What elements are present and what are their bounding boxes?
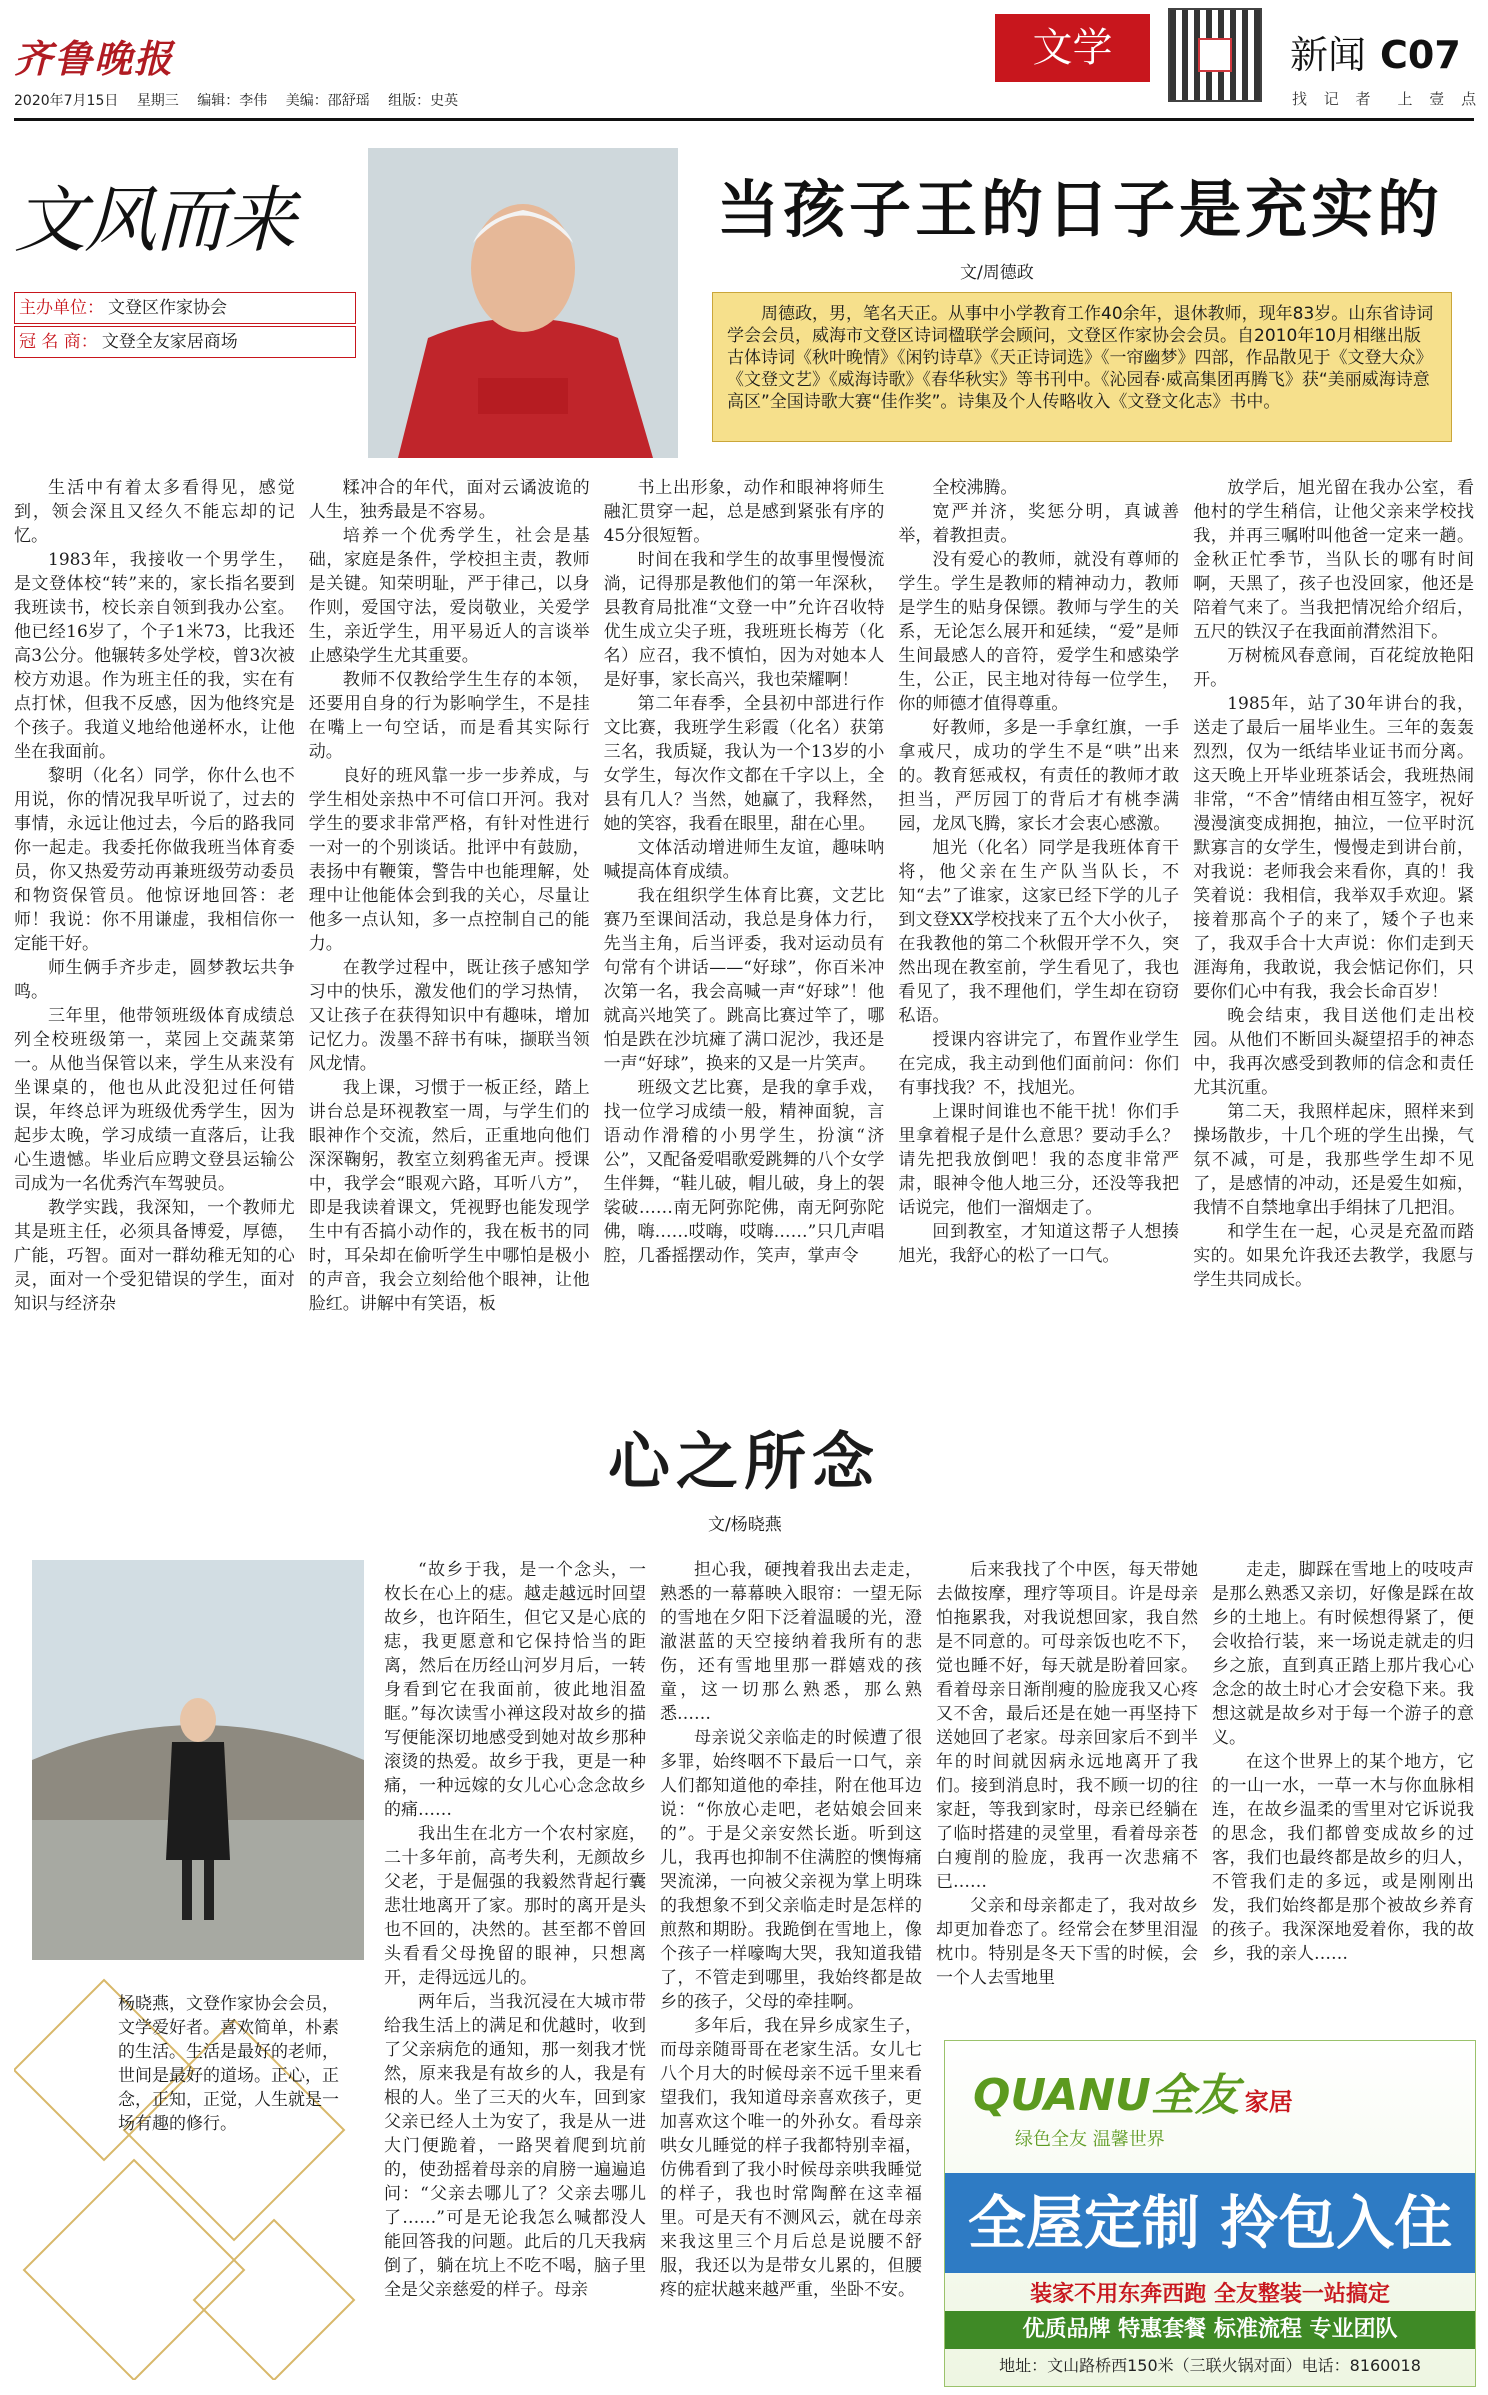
paragraph: 班级文艺比赛，是我的拿手戏，找一位学习成绩一般，精神面貌，言语动作滑稽的小男学生，扮演“济公”，又配备爱唱歌爱跳舞的八个女学生伴舞，“鞋儿破，帽儿破，身上的袈裟破……南无阿弥陀佛，南无阿弥陀佛，嗨……哎嗨，哎嗨……”只几声唱腔，几番摇摆动作，笑声，掌声令 [603, 1078, 885, 1266]
article2-title: 心之所念 [607, 1425, 880, 1498]
title-value: 文登全友家居商场 [101, 332, 238, 352]
section-badge: 文学 [995, 14, 1150, 82]
article2-column [936, 1558, 1198, 2028]
paragraph: 父亲和母亲都走了，我对故乡却更加眷恋了。经常会在梦里泪湿枕巾。特别是冬天下雪的时候，会一个人去雪地里 [936, 1896, 1198, 1988]
author2-caption: 杨晓燕，文登作家协会会员，文学爱好者。喜欢简单，朴素的生活。生活是最好的老师，世间是最好的道场。正心，正念，正知，正觉，人生就是一场有趣的修行。 [118, 1994, 339, 2134]
paragraph: 教师不仅教给学生生存的本领，还要用自身的行为影响学生，不是挂在嘴上一句空话，而是看其实际行动。 [308, 670, 590, 762]
ad-brand-sub: 家居 [1244, 2088, 1293, 2116]
paragraph: 我上课，习惯于一板正经，踏上讲台总是环视教室一周，与学生们的眼神作个交流，然后，正重地向他们深深鞠躬，教室立刻鸦雀无声。授课中，我学会“眼观六路，耳听八方”，即是我读着课文，凭视野也能发现学生中有否搞小动作的，我在板书的同时，耳朵却在偷听学生中哪怕是极小的声音，我会立刻给他个眼神，让他脸红。讲解中有笑语，板 [308, 1078, 590, 1314]
article2-column [1212, 1558, 1474, 2028]
ad-line-1: 装家不用东奔西跑 全友整装一站搞定 [1030, 2282, 1390, 2307]
paragraph: 全校沸腾。 [932, 478, 1018, 498]
paragraph: 两年后，当我沉浸在大城市带给我生活上的满足和优越时，收到了父亲病危的通知，那一刻我才恍然，原来我是有故乡的人，我是有根的人。坐了三天的火车，回到家父亲已经人土为安了，我是从一进大门便跪着，一路哭着爬到坑前的，使劲摇着母亲的肩膀一遍遍追问：“父亲去哪儿了？父亲去哪儿了……”可是无论我怎么喊都没人能回答我的问题。此后的几天我病倒了，躺在坑上不吃不喝，脑子里全是父亲慈爱的样子。母亲 [384, 1992, 646, 2300]
paragraph: 教学实践，我深知，一个教师尤其是班主任，必须具备博爱，厚德，广能，巧智。面对一群幼稚无知的心灵，面对一个受犯错误的学生，面对知识与经济杂 [14, 1198, 295, 1314]
article-column [1193, 476, 1474, 1376]
article-column [14, 476, 295, 1376]
paragraph: 没有爱心的教师，就没有尊师的学生。学生是教师的精神动力，教师是学生的贴身保镖。教师与学生的关系，无论怎么展开和延续，“爱”是师生间最感人的音符，爱学生和感染学生，公正，民主地对待每一位学生，你的师德才值得尊重。 [898, 550, 1180, 714]
paragraph: 时间在我和学生的故事里慢慢流淌，记得那是教他们的第一年深秋，县教育局批准“文登一中”允许召收特优生成立尖子班，我班班长梅芳（化名）应召，我不慎怕，因为对她本人是好事，家长高兴，我也荣耀啊！ [603, 550, 885, 690]
article2-column [660, 1558, 922, 2388]
sponsor-title [14, 326, 356, 358]
header-rule [14, 118, 1474, 121]
host-value: 文登区作家协会 [108, 298, 227, 318]
author-photo-yang [32, 1560, 364, 1960]
paragraph: 三年里，他带领班级体育成绩总列全校班级第一，菜园上交蔬菜第一。从他当保管以来，学生从来没有坐课桌的，他也从此没犯过任何错误，年终总评为班级优秀学生，因为起步太晚，学习成绩一直落后，让我心生遗憾。毕业后应聘文登县运输公司成为一名优秀汽车驾驶员。 [14, 1006, 295, 1194]
title-key: 冠 名 商： [19, 332, 98, 352]
paragraph: 我出生在北方一个农村家庭，二十多年前，高考失利，无颜故乡父老，于是倔强的我毅然背起行囊悲壮地离开了家。那时的离开是头也不回的，决然的。甚至都不曾回头看看父母挽留的眼神，只想离开，走得远远儿的。 [384, 1824, 646, 1988]
paragraph: 后来我找了个中医，每天带她去做按摩，理疗等项目。许是母亲怕拖累我，对我说想回家，我自然是不同意的。可母亲饭也吃不下，觉也睡不好，每天就是盼着回家。看着母亲日渐削瘦的脸庞我又心疼又不舍，最后还是在她一再坚持下送她回了老家。母亲回家后不到半年的时间就因病永远地离开了我们。接到消息时，我不顾一切的往家赶，等我到家时，母亲已经躺在了临时搭建的灵堂里，看着母亲苍白瘦削的脸庞，我再一次悲痛不已…… [936, 1560, 1198, 1892]
paragraph: 回到教室，才知道这帮子人想揍旭光，我舒心的松了一口气。 [898, 1222, 1180, 1266]
paragraph: 师生俩手齐步走，圆梦教坛共争鸣。 [14, 958, 295, 1002]
paragraph: 和学生在一起，心灵是充盈而踏实的。如果允许我还去教学，我愿与学生共同成长。 [1193, 1222, 1474, 1290]
article-column [604, 476, 885, 1376]
author-photo-zhou [368, 148, 678, 458]
paragraph: 1983年，我接收一个男学生，是文登体校“转”来的，家长指名要到我班读书，校长亲自领到我办公室。他已经16岁了，个子1米73，比我还高3公分。他辗转多处学校，曾3次被校方劝退。作为班主任的我，实在有点打怵，但我不反感，因为他终究是个孩子。我道义地给他递杯水，让他坐在我面前。 [14, 550, 295, 762]
weekday: 星期三 [136, 93, 179, 109]
paragraph: 第二年春季，全县初中部进行作文比赛，我班学生彩霞（化名）获第三名，我质疑，我认为一个13岁的小女学生，每次作文都在千字以上，全县有几人？当然，她赢了，我释然，她的笑容，我看在眼里，甜在心里。 [603, 694, 885, 834]
article-title: 当孩子王的日子是充实的 [716, 173, 1443, 246]
ad-headline: 全屋定制 拎包入住 [945, 2173, 1475, 2273]
paragraph: 在教学过程中，既让孩子感知学习中的快乐，激发他们的学习热情，又让孩子在获得知识中有趣味，增加记忆力。泼墨不辞书有味，撷联当领风龙情。 [308, 958, 590, 1074]
paragraph: 母亲说父亲临走的时候遭了很多罪，始终咽不下最后一口气，亲人们都知道他的牵挂，附在他耳边说：“你放心走吧，老姑娘会回来的”。于是父亲安然长逝。听到这儿，我再也抑制不住满腔的懊悔痛哭流涕，一向被父亲视为掌上明珠的我想象不到父亲临走时是怎样的煎熬和期盼。我跪倒在雪地上，像个孩子一样嚎啕大哭，我知道我错了，不管走到哪里，我始终都是故乡的孩子，父母的牵挂啊。 [660, 1728, 922, 2012]
paragraph: “故乡于我，是一个念头，一枚长在心上的痣。越走越远时回望故乡，也许陌生，但它又是心底的痣，我更愿意和它保持恰当的距离，然后在历经山河岁月后，一转身看到它在我面前，彼此地泪盈眶。”每次读雪小禅这段对故乡的描写便能深切地感受到她对故乡那种滚烫的热爱。故乡于我，更是一种痛，一种远嫁的女儿心心念念故乡的痛…… [384, 1560, 646, 1820]
paragraph: 培养一个优秀学生，社会是基础，家庭是条件，学校担主责，教师是关键。知荣明耻，严于律己，以身作则，爱国守法，爱岗敬业，关爱学生，亲近学生，用平易近人的言谈举止感染学生尤其重要。 [308, 526, 590, 666]
editor: 编辑：李伟 [197, 93, 268, 109]
paragraph: 好教师，多是一手拿红旗，一手拿戒尺，成功的学生不是“哄”出来的。教育惩戒权，有责任的教师才敢担当，严厉园丁的背后才有桃李满园，龙凤飞腾，家长才会衷心感激。 [898, 718, 1180, 834]
paragraph: 生活中有着太多看得见，感觉到，领会深且又经久不能忘却的记忆。 [14, 478, 295, 546]
paragraph: 宽严并济，奖惩分明，真诚善举，着教担责。 [898, 502, 1180, 546]
masthead-logo: 齐鲁晚报 [14, 36, 175, 81]
paragraph: 我在组织学生体育比赛，文艺比赛乃至课间活动，我总是身体力行，先当主角，后当评委，我对运动员有句常有个讲话——“好球”，你百米冲次第一名，我会高喊一声“好球”！他就高兴地笑了。跳高比赛过竿了，哪怕是跌在沙坑瘫了满口泥沙，我还是一声“好球”，换来的又是一片笑声。 [603, 886, 885, 1074]
page-number [1290, 24, 1461, 79]
paragraph: 授课内容讲完了，布置作业学生在完成，我主动到他们面前问：你们有事找我？不，找旭光。 [898, 1030, 1180, 1098]
paragraph: 糅冲合的年代，面对云谲波诡的人生，独秀最是不容易。 [308, 478, 590, 522]
paragraph: 上课时间谁也不能干扰！你们手里拿着棍子是什么意思？要动手么？请先把我放倒吧！我的态度非常严肃，眼神令他人地三分，还没等我把话说完，他们一溜烟走了。 [898, 1102, 1180, 1218]
paragraph: 多年后，我在异乡成家生子，而母亲随哥哥在老家生活。女儿七八个月大的时候母亲不远千里来看望我们，我知道母亲喜欢孩子，更加喜欢这个唯一的外孙女。看母亲哄女儿睡觉的样子我都特别幸福，仿佛看到了我小时候母亲哄我睡觉的样子，我也时常陶醉在这幸福里。可是天有不测风云，就在母亲来我这里三个月后总是说腰不舒服，我还以为是带女儿累的，但腰疼的症状越来越严重，坐卧不安。 [660, 2016, 922, 2300]
paragraph: 良好的班风靠一步一步养成，与学生相处亲热中不可信口开河。我对学生的要求非常严格，有针对性进行一对一的个别谈话。批评中有鼓励，表扬中有鞭策，警告中也能理解，处理中让他能体会到我的关心，尽量让他多一点认知，多一点控制自己的能力。 [308, 766, 590, 954]
article-body [14, 476, 1474, 1376]
article2-author: 文/杨晓燕 [708, 1515, 782, 1535]
paragraph: 放学后，旭光留在我办公室，看他村的学生稍信，让他父亲来学校找我，并再三嘱咐叫他爸一定来一趟。金秋正忙季节，当队长的哪有时间啊，天黑了，孩子也没回家，他还是陪着气来了。当我把情况给介绍后，五尺的铁汉子在我面前潸然泪下。 [1193, 478, 1474, 642]
article2-column [384, 1558, 646, 2388]
article-author: 文/周德政 [960, 263, 1034, 283]
ad-logo [973, 2059, 1293, 2123]
ad-address: 地址：文山路桥西150米（三联火锅对面）电话：8160018 [999, 2356, 1421, 2375]
ad-brand: QUANU全友 [973, 2070, 1239, 2121]
column-brand [14, 150, 354, 290]
paragraph: 黎明（化名）同学，你什么也不用说，你的情况我早听说了，过去的事情，永远让他过去，今后的路我同你一起走。我委托你做我班当体育委员，你又热爱劳动再兼班级劳动委员和物资保管员。他惊讶地回答：老师！我说：你不用谦虚，我相信你一定能干好。 [14, 766, 295, 954]
page-kind: 新闻 [1290, 33, 1367, 77]
quanu-advertisement[interactable] [944, 2040, 1476, 2387]
article-column [309, 476, 590, 1376]
editor-line: 找 记 者 上 壹 点 [1292, 90, 1483, 108]
paragraph: 第二天，我照样起床，照样来到操场散步，十几个班的学生出操，气氛不减，可是，我那些学生却不见了，是感情的冲动，还是爱生如痴，我情不自禁地拿出手绢抹了几把泪。 [1193, 1102, 1474, 1218]
paragraph: 1985年，站了30年讲台的我，送走了最后一届毕业生。三年的轰轰烈烈，仅为一纸结毕业证书而分离。这天晚上开毕业班茶话会，我班热闹非常，“不舍”情绪由相互签字，祝好漫漫演变成拥抱，抽泣，一位平时沉默寡言的女学生，慢慢走到讲台前，对我说：老师我会来看你，真的！我笑着说：我相信，我举双手欢迎。紧接着那高个子的来了，矮个子也来了，我双手合十大声说：你们走到天涯海角，我敢说，我会惦记你们，只要你们心中有我，我会长命百岁！ [1193, 694, 1474, 1002]
paragraph: 走走，脚踩在雪地上的吱吱声是那么熟悉又亲切，好像是踩在故乡的土地上。有时候想得紧了，便会收拾行装，来一场说走就走的归乡之旅，直到真正踏上那片我心心念念的故土时心才会安稳下来。我想这就是故乡对于每一个游子的意义。 [1212, 1560, 1474, 1748]
article-column [898, 476, 1179, 1376]
paragraph: 担心我，硬拽着我出去走走，熟悉的一幕幕映入眼帘：一望无际的雪地在夕阳下泛着温暖的光，澄澈湛蓝的天空接纳着我所有的悲伤，还有雪地里那一群嬉戏的孩童，这一切那么熟悉，那么熟悉…… [660, 1560, 922, 1724]
dateline [14, 90, 472, 110]
paragraph: 万树梳风春意闹，百花绽放艳阳开。 [1193, 646, 1474, 690]
ad-line-2: 优质品牌 特惠套餐 标准流程 专业团队 [945, 2311, 1475, 2349]
paragraph: 在这个世界上的某个地方，它的一山一水，一草一木与你血脉相连，在故乡温柔的雪里对它诉说我的思念，我们都曾变成故乡的过客，我们也最终都是故乡的归人，不管我们走的多远，或是刚刚出发，我们始终都是那个被故乡养育的孩子。我深深地爱着你，我的故乡，我的亲人…… [1212, 1752, 1474, 1964]
author-bio-box: 周德政，男，笔名天正。从事中小学教育工作40余年，退休教师，现年83岁。山东省诗词学会会员，威海市文登区诗词楹联学会顾问，文登区作家协会会员。自2010年10月相继出版古体诗词《秋叶晚情》《闲钓诗草》《天正诗词选》《一帘幽梦》四部，作品散见于《文登大众》《文登文艺》《威海诗歌》《春华秋实》等书刊中。《沁园春·威高集团再腾飞》获“美丽威海诗意高区”全国诗歌大赛“佳作奖”。诗集及个人传略收入《文登文化志》书中。 [712, 292, 1452, 442]
date: 2020年7月15日 [14, 93, 119, 109]
paragraph: 书上出形象，动作和眼神将师生融汇贯穿一起，总是感到紧张有序的45分很短暂。 [603, 478, 885, 546]
paragraph: 文体活动增进师生友谊，趣味呐喊提高体育成绩。 [603, 838, 885, 882]
host-key: 主办单位： [19, 298, 104, 318]
page-no: C07 [1380, 33, 1461, 77]
paragraph: 旭光（化名）同学是我班体育干将，他父亲在生产队当队长，不知“去”了谁家，这家已经下学的儿子到文登XX学校找来了五个大小伙子，在我教他的第二个秋假开学不久，突然出现在教室前，学生看见了，我也看见了，我不理他们，学生却在窃窃私语。 [898, 838, 1180, 1026]
sponsor-host [14, 292, 356, 324]
ad-tagline: 绿色全友 温馨世界 [1015, 2129, 1165, 2150]
proof: 组版：史英 [388, 93, 459, 109]
designer: 美编：邵舒瑶 [285, 93, 370, 109]
qr-code-icon[interactable] [1168, 8, 1262, 102]
column-brand-text: 文风而来 [14, 178, 295, 262]
paragraph: 晚会结束，我目送他们走出校园。从他们不断回头凝望招手的神态中，我再次感受到教师的信念和责任尤其沉重。 [1193, 1006, 1474, 1098]
